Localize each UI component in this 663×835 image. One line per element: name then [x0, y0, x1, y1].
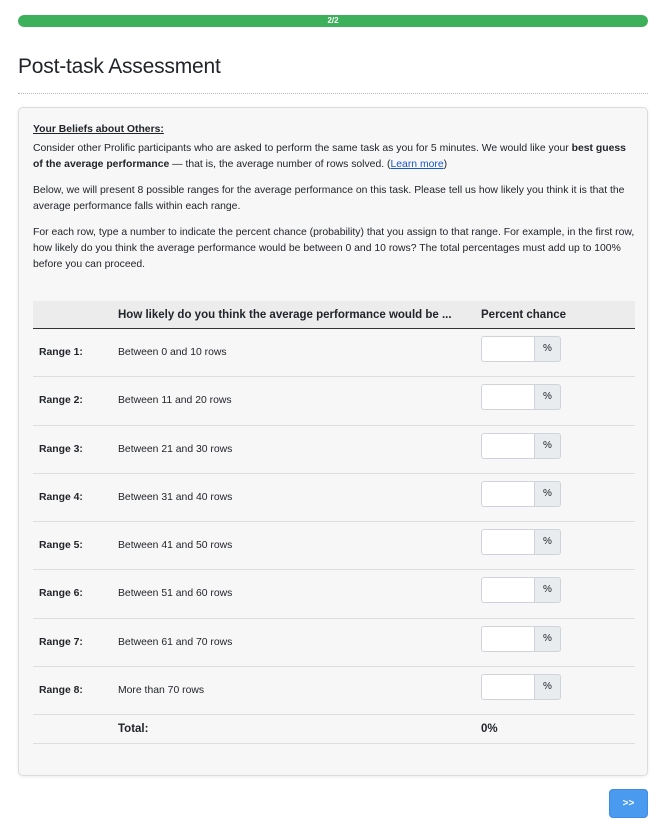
- percent-addon: %: [534, 433, 561, 459]
- percent-input-group: [481, 433, 561, 459]
- percent-addon: %: [534, 674, 561, 700]
- range-label: Range 6:: [39, 588, 83, 600]
- range-description: Between 0 and 10 rows: [118, 347, 227, 358]
- instructions-paragraph-3: For each row, type a number to indicate the percent chance (probability) that you assign to that range. For example, in the first row, how likely do you think the average performance would be between 0 and 10 rows? The total percentages must add up to 100% before you can proceed.: [33, 227, 635, 270]
- range-5-percent-input[interactable]: [481, 529, 534, 555]
- table-row: [33, 570, 635, 618]
- next-button[interactable]: >>: [609, 789, 648, 818]
- percent-input-group: [481, 481, 561, 507]
- range-description: Between 51 and 60 rows: [118, 588, 233, 600]
- ranges-table: [33, 301, 635, 744]
- percent-input-group: [481, 336, 561, 362]
- instructions-paragraph-1: Consider other Prolific participants who are asked to perform the same task as you for 5 minutes. We would like your best guess of the average performance — that is, the average number of rows solved. (Learn more): [33, 143, 626, 170]
- range-3-percent-input[interactable]: [481, 433, 534, 459]
- instructions-paragraph-2: Below, we will present 8 possible ranges for the average performance on this task. Please tell us how likely you think it is that the average performance falls within each range.: [33, 185, 625, 212]
- range-description: Between 11 and 20 rows: [118, 395, 232, 407]
- range-description: Between 41 and 50 rows: [118, 540, 233, 552]
- percent-addon: %: [534, 481, 561, 507]
- table-row: [33, 522, 635, 570]
- table-row: [33, 667, 635, 715]
- table-row: [33, 329, 635, 377]
- progress-label: 2/2: [327, 16, 339, 25]
- range-description: Between 31 and 40 rows: [118, 491, 233, 503]
- range-label: Range 2:: [39, 395, 83, 407]
- table-header: [33, 301, 635, 329]
- range-label: Range 1:: [39, 347, 83, 358]
- percent-addon: %: [534, 384, 561, 410]
- progress-fill: [18, 15, 648, 27]
- total-row: [33, 715, 635, 744]
- column-header-percent: Percent chance: [481, 309, 567, 321]
- range-4-percent-input[interactable]: [481, 481, 534, 507]
- range-label: Range 3:: [39, 443, 83, 455]
- table-row: [33, 377, 635, 425]
- range-2-percent-input[interactable]: [481, 384, 534, 410]
- percent-addon: %: [534, 336, 561, 362]
- percent-input-group: [481, 529, 561, 555]
- percent-input-group: [481, 384, 561, 410]
- section-heading: Your Beliefs about Others:: [33, 124, 164, 135]
- range-description: More than 70 rows: [118, 685, 205, 697]
- range-label: Range 7:: [39, 636, 83, 648]
- range-description: Between 61 and 70 rows: [118, 636, 233, 648]
- range-6-percent-input[interactable]: [481, 577, 534, 603]
- percent-addon: %: [534, 626, 561, 652]
- range-label: Range 5:: [39, 540, 83, 552]
- title-divider: [18, 93, 648, 94]
- page-title: Post-task Assessment: [18, 55, 221, 78]
- range-label: Range 4:: [39, 491, 83, 503]
- table-row: [33, 474, 635, 522]
- range-8-percent-input[interactable]: [481, 674, 534, 700]
- range-1-percent-input[interactable]: [481, 336, 534, 362]
- assessment-card: [18, 107, 648, 776]
- range-label: Range 8:: [39, 685, 83, 697]
- progress-bar: [18, 15, 648, 27]
- table-row: [33, 426, 635, 474]
- column-header-question: How likely do you think the average performance would be ...: [118, 309, 452, 321]
- percent-input-group: [481, 577, 561, 603]
- table-row: [33, 619, 635, 667]
- range-7-percent-input[interactable]: [481, 626, 534, 652]
- percent-input-group: [481, 626, 561, 652]
- learn-more-link[interactable]: Learn more: [390, 159, 444, 170]
- percent-input-group: [481, 674, 561, 700]
- total-value: 0%: [481, 723, 498, 736]
- range-description: Between 21 and 30 rows: [118, 443, 233, 455]
- instructions: [33, 122, 635, 283]
- total-label: Total:: [118, 723, 149, 736]
- percent-addon: %: [534, 529, 561, 555]
- percent-addon: %: [534, 577, 561, 603]
